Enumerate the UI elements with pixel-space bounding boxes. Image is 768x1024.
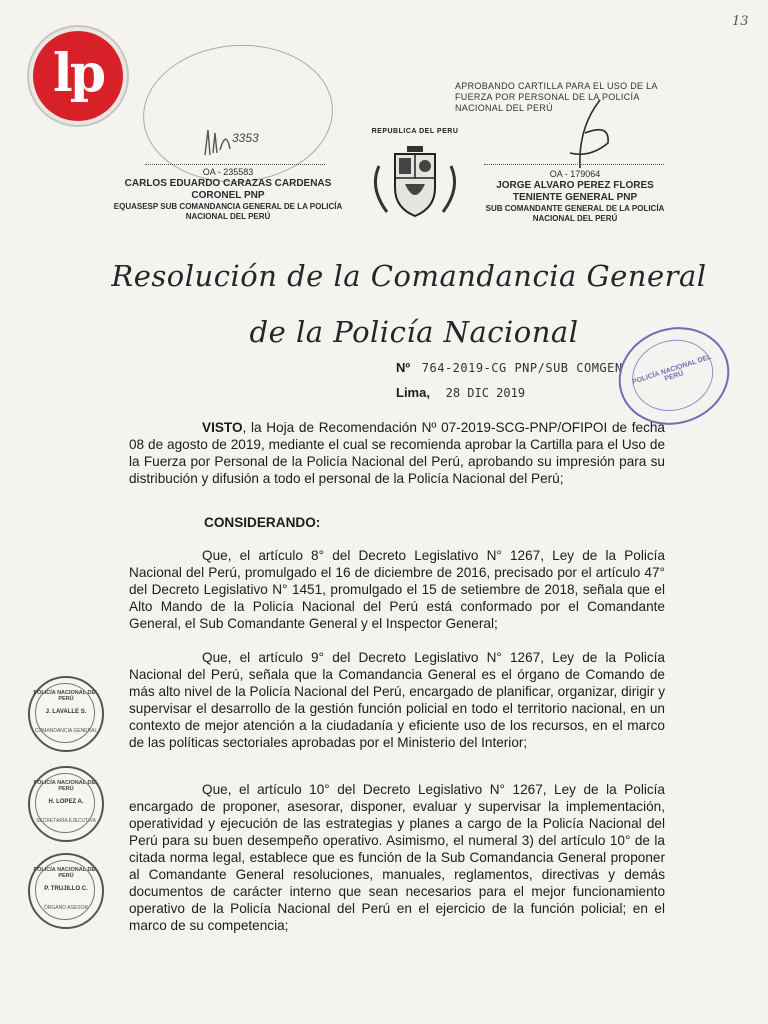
paragraph-2-text: Que, el artículo 9° del Decreto Legislativo N° 1267, Ley de la Policía Nacional del Perú, señala que la Comandancia General es el órgano de Comando de más alto nivel de la Policía Nacional del Perú, encargado de planificar, organizar, dirigir y supervisar el desarrollo de la gestión función policial en todo el territorio nacional, en un contexto de mejor atención a la ciudadanía y eficiente uso de los recursos, en el marco de las políticas sectoriales aprobadas por el Ministerio del Interior; xyxy=(129,650,665,750)
seal-3-mid: P. TRUJILLO C. xyxy=(44,886,88,892)
signature-left-name: CARLOS EDUARDO CARAZAS CARDENAS xyxy=(124,178,332,189)
peru-shield-icon xyxy=(365,128,465,226)
seal-2-top: POLICÍA NACIONAL DEL PERÚ xyxy=(33,780,99,792)
seal-2-mid: H. LOPEZ A. xyxy=(48,799,84,805)
logo-text: lp xyxy=(52,43,104,104)
signature-left-mark: 3353 xyxy=(232,131,259,145)
seal-1-bot: COMANDANCIA GENERAL xyxy=(34,728,98,734)
coat-of-arms-label: REPUBLICA DEL PERU xyxy=(371,128,459,135)
stamp-right-text: POLICÍA NACIONAL DEL PERÚ xyxy=(631,353,713,386)
signature-right-rank: TENIENTE GENERAL PNP xyxy=(512,192,638,203)
signature-block-left xyxy=(108,166,348,222)
document-title-line1: Resolución de la Comandancia General xyxy=(111,259,707,293)
signature-block-right xyxy=(470,168,680,224)
visto-section xyxy=(129,419,665,487)
document-title-line2: de la Policía Nacional xyxy=(249,315,579,349)
approval-note: APROBANDO CARTILLA PARA EL USO DE LA FUERZA POR PERSONAL DE LA POLICÍA NACIONAL DEL PERÚ xyxy=(455,81,658,113)
considerando-paragraph-3 xyxy=(129,781,665,934)
considerando-paragraph-2 xyxy=(129,649,665,751)
signature-right-name: JORGE ALVARO PEREZ FLORES xyxy=(496,180,654,191)
resolution-date xyxy=(396,385,525,400)
resolution-number xyxy=(396,360,623,375)
signature-right-cip: OA - 179064 xyxy=(549,169,601,179)
resolution-number-label: Nº xyxy=(396,360,411,375)
signature-left-cip: OA - 235583 xyxy=(202,167,254,177)
signature-right-post: SUB COMANDANTE GENERAL DE LA POLICÍA NACIONAL DEL PERÚ xyxy=(485,204,665,223)
considerando-heading: CONSIDERANDO: xyxy=(204,515,321,530)
seal-1-mid: J. LAVALLE S. xyxy=(45,709,87,715)
page-number: 13 xyxy=(732,14,749,29)
signature-left-rank: CORONEL PNP xyxy=(191,190,265,201)
coat-of-arms xyxy=(365,128,465,226)
resolution-date-value: 28 DIC 2019 xyxy=(445,386,526,400)
seal-3-top: POLICÍA NACIONAL DEL PERÚ xyxy=(33,867,99,879)
side-seal-1 xyxy=(28,676,104,752)
visto-text: , la Hoja de Recomendación Nº 07-2019-SCG-PNP/OFIPOI de fecha 08 de agosto de 2019, mediante el cual se recomienda aprobar la Cartilla para el Uso de la Fuerza por Personal de la Policía Nacional del Perú, aprobando su impresión para su distribución y difusión a todo el personal de la Policía Nacional del Perú; xyxy=(129,420,665,486)
signature-line-left xyxy=(145,164,325,165)
seal-2-bot: SECRETARÍA EJECUTIVA xyxy=(36,818,96,824)
visto-label: VISTO xyxy=(202,420,243,435)
seal-1-top: POLICÍA NACIONAL DEL PERÚ xyxy=(33,690,99,702)
handwritten-signature-left xyxy=(200,125,270,169)
seal-3-bot: ÓRGANO ASESOR xyxy=(43,905,89,911)
signature-left-post: EQUASESP SUB COMANDANCIA GENERAL DE LA POLICÍA NACIONAL DEL PERÚ xyxy=(113,202,343,221)
considerando-paragraph-1 xyxy=(129,547,665,632)
handwritten-signature-right-icon xyxy=(560,98,620,178)
paragraph-1-text: Que, el artículo 8° del Decreto Legislativo N° 1267, Ley de la Policía Nacional del Perú, promulgado el 16 de diciembre de 2016, precisado por el artículo 47° del Decreto Legislativo N° 1451, promulgado el 15 de setiembre de 2018, señala que el Alto Mando de la Policía Nacional del Perú está conformado por el Comandante General, el Sub Comandante General y el Inspector General; xyxy=(129,548,665,631)
paragraph-3-text: Que, el artículo 10° del Decreto Legislativo N° 1267, Ley de la Policía encargado de proponer, asesorar, disponer, evaluar y supervisar la implementación, operatividad y ejecución de las estrategias y planes a cargo de la Policía Nacional del Perú para su buen desempeño operativo. Asimismo, el numeral 3) del artículo 10° de la citada norma legal, establece que es función de la Sub Comandancia General proponer al Comandante General resoluciones, manuales, reglamentos, directivas y demás documentos de carácter interno que sean necesarios para el mejor funcionamiento operativo de la Policía Nacional del Perú en el ejercicio de la función policial; en el marco de su competencia; xyxy=(129,782,665,933)
resolution-place: Lima, xyxy=(396,385,430,400)
signature-line-right xyxy=(484,164,664,165)
resolution-number-value: 764-2019-CG PNP/SUB COMGEN xyxy=(421,361,623,375)
side-seal-2 xyxy=(28,766,104,842)
side-seal-3 xyxy=(28,853,104,929)
lp-logo xyxy=(33,31,123,121)
